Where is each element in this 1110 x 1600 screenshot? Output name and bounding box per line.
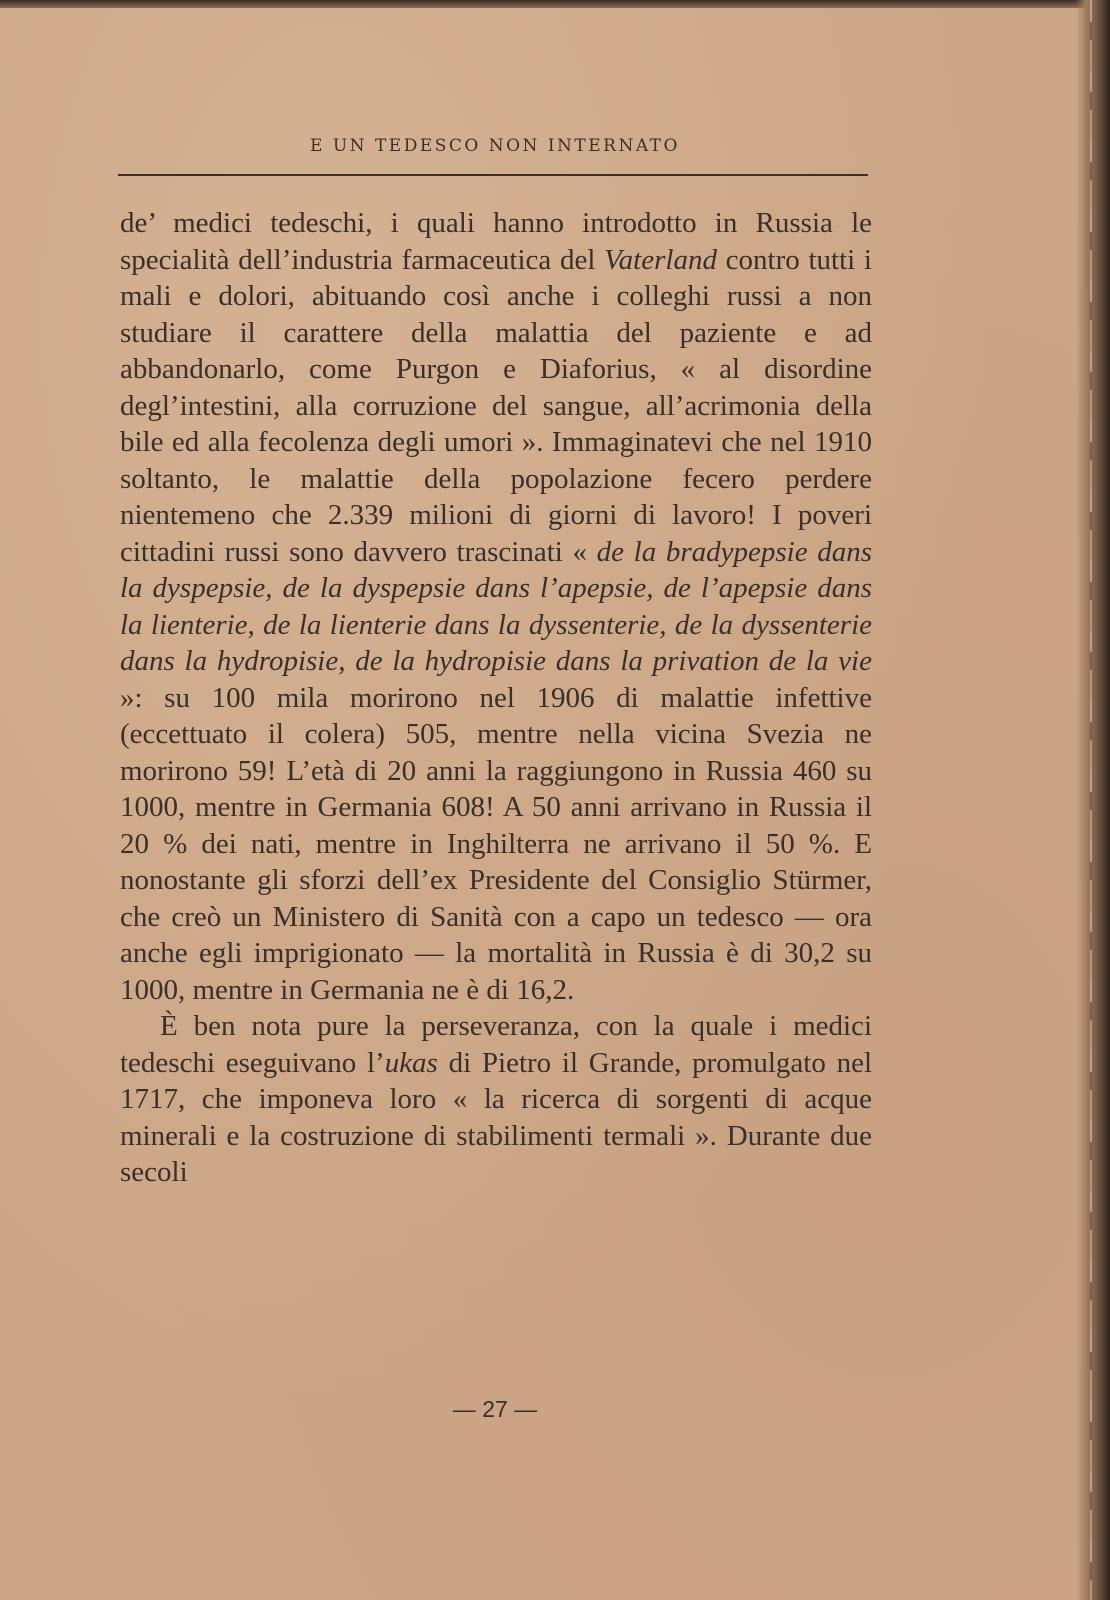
text-segment: di Pietro il Grande, promulgato nel 1717, che imponeva loro « la ricerca di sorgenti di acque minerali e la costruzione di stabilimenti termali ». Durante due secoli	[120, 1046, 873, 1188]
text-segment: È ben nota pure la perseveranza, con la quale i medici tedeschi eseguivano l’	[120, 1010, 872, 1079]
text-segment: de’ medici tedeschi, i quali hanno introdotto in Russia le specialità dell’industria farmaceutica del	[120, 207, 872, 276]
paragraph-1	[120, 205, 872, 1008]
paragraph-2	[120, 1008, 872, 1191]
page-binding-edge	[1076, 0, 1110, 1600]
running-head-rule	[118, 174, 868, 176]
italic-quotation: de la bradypepsie dans la dyspepsie, de la dyspepsie dans l’apepsie, de l’apepsie dans la lienterie, de la lienterie dans la dyssenterie, de la dyssenterie dans la hydropisie, de la hydropisie dans la privation de la vie	[120, 535, 872, 677]
body-text	[120, 205, 872, 1191]
italic-term: Vaterland	[604, 243, 717, 276]
text-segment: »: su 100 mila morirono nel 1906 di malattie infettive (eccettuato il colera) 505, mentre nella vicina Svezia ne morirono 59! L’età di 20 anni la raggiungono in Russia 460 su 1000, mentre in Germania 608! A 50 anni arrivano in Russia il 20 % dei nati, mentre in Inghilterra ne arrivano il 50 %. E nonostante gli sforzi dell’ex Presidente del Consiglio Stürmer, che creò un Ministero di Sanità con a capo un tedesco — ora anche egli imprigionato — la mortalità in Russia è di 30,2 su 1000, mentre in Germania ne è di 16,2.	[120, 681, 872, 1006]
page-top-edge	[0, 0, 1110, 8]
page-number: — 27 —	[452, 1396, 538, 1422]
running-head: E UN TEDESCO NON INTERNATO	[310, 136, 680, 156]
text-segment: contro tutti i mali e dolori, abituando così anche i colleghi russi a non studiare il carattere della malattia del paziente e ad abbandonarlo, come Purgon e Diaforius, « al disordine degl’intestini, alla corruzione del sangue, all’acrimonia della bile ed alla fecolenza degli umori ». Immaginatevi che nel 1910 soltanto, le malattie della popolazione fecero perdere nientemeno che 2.339 milioni di giorni di lavoro! I poveri cittadini russi sono davvero trascinati «	[120, 243, 872, 568]
italic-term: ukas	[384, 1046, 438, 1079]
